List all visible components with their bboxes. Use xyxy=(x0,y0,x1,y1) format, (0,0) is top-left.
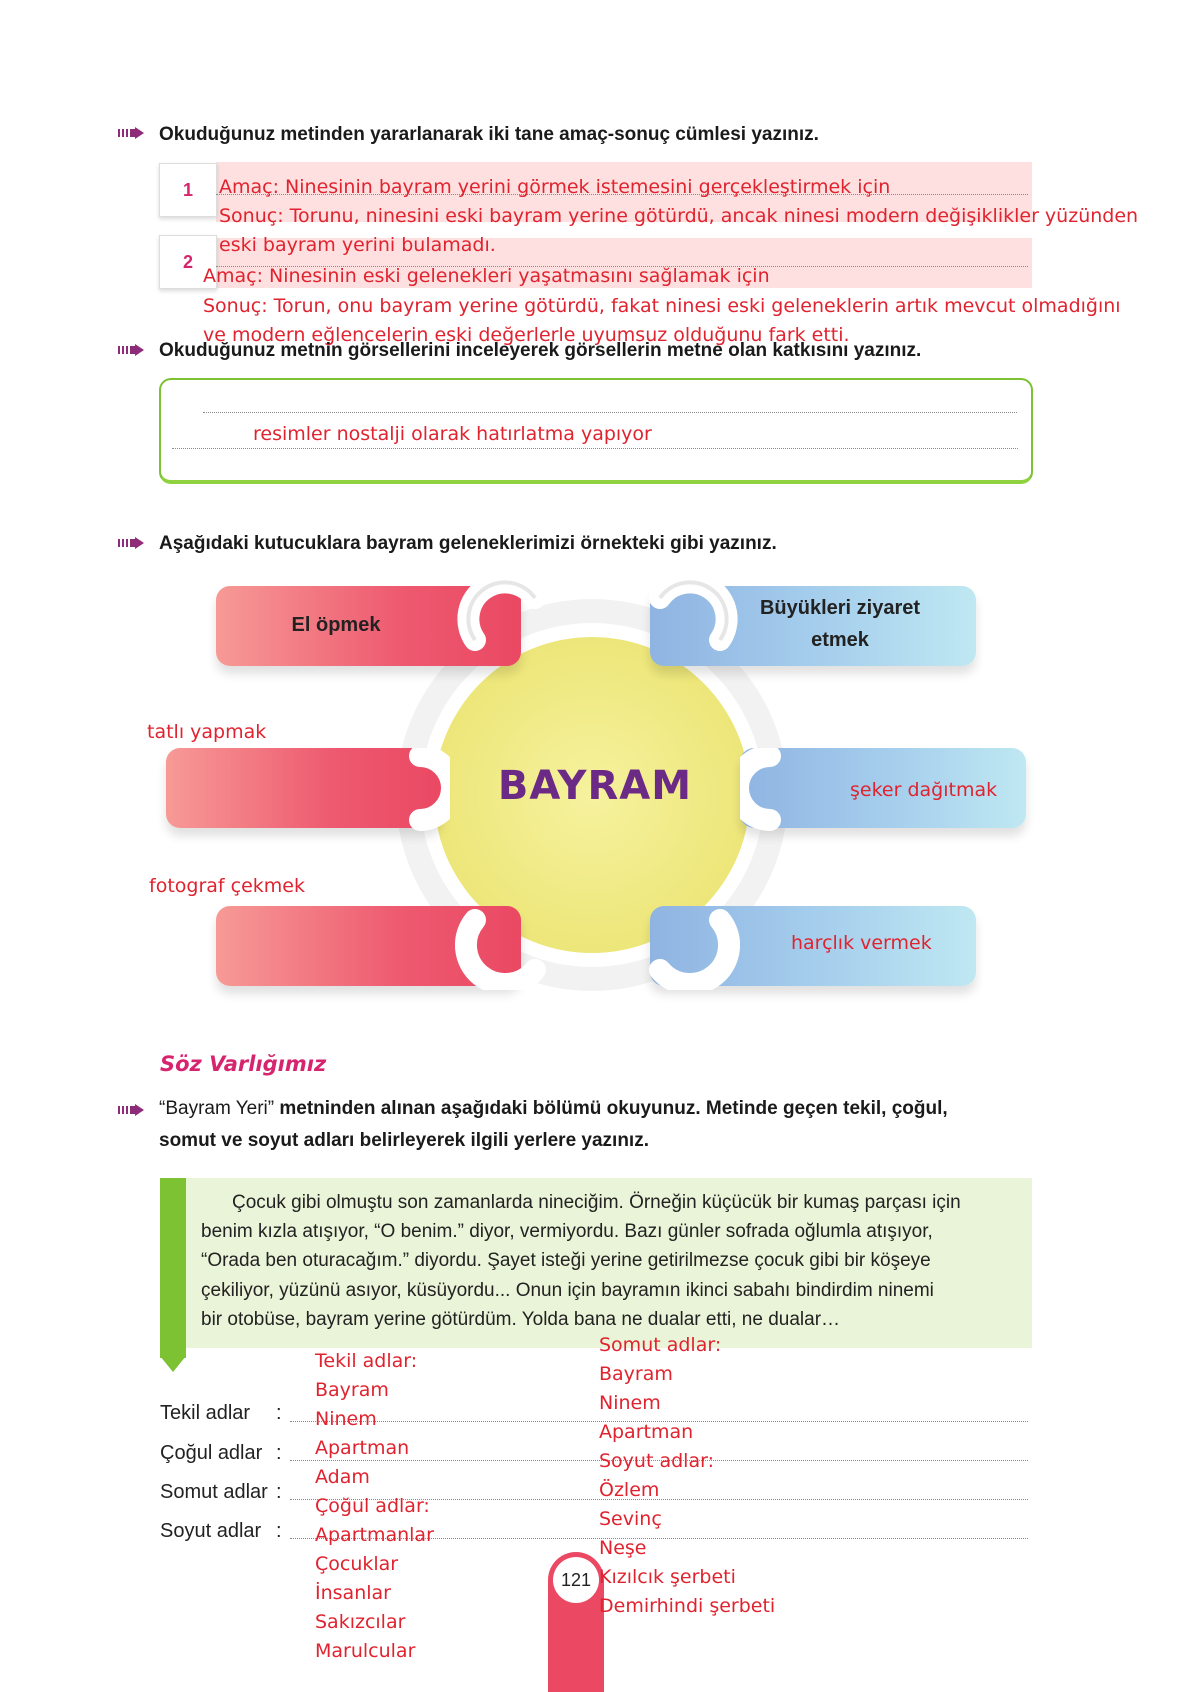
field-label-cogul: Çoğul adlar xyxy=(160,1442,263,1464)
connector-curl xyxy=(740,748,810,838)
number-tab-2: 2 xyxy=(159,235,217,289)
handwritten-list-item: Çoğul adlar: xyxy=(315,1495,430,1517)
arrow-icon xyxy=(118,344,144,356)
passage-line: çekiliyor, yüzünü asıyor, küsüyordu... Onun için bayramın ikinci sabahı bindirdim ninemi xyxy=(201,1280,934,1301)
handwritten-list-item: Bayram xyxy=(599,1363,673,1385)
handwritten-answer: ve modern eğlencelerin eski değerlerle uyumsuz olduğunu fark etti. xyxy=(203,324,850,346)
handwritten-answer: resimler nostalji olarak hatırlatma yapıyor xyxy=(253,423,652,445)
handwritten-answer: Amaç: Ninesinin eski gelenekleri yaşatmasını sağlamak için xyxy=(203,265,770,287)
handwritten-list-item: Marulcular xyxy=(315,1640,416,1662)
instruction-quote: “Bayram Yeri” xyxy=(159,1098,275,1119)
handwritten-list-item: Apartman xyxy=(315,1437,410,1459)
handwritten-list-item: Sevinç xyxy=(599,1508,662,1530)
handwritten-list-item: Ninem xyxy=(599,1392,661,1414)
connector-curl xyxy=(455,900,555,990)
section-title: Söz Varlığımız xyxy=(160,1052,327,1076)
handwritten-answer: tatlı yapmak xyxy=(147,721,267,743)
arrow-icon xyxy=(118,127,144,139)
handwritten-answer: Amaç: Ninesinin bayram yerini görmek istemesini gerçekleştirmek için xyxy=(219,176,891,198)
answer-line xyxy=(203,412,1017,413)
passage-line: “Orada ben oturacağım.” diyordu. Şayet isteği yerine getirilmezse çocuk gibi bir köşeye xyxy=(201,1250,931,1271)
handwritten-list-item: Özlem xyxy=(599,1479,660,1501)
q1-instruction: Okuduğunuz metinden yararlanarak iki tane amaç-sonuç cümlesi yazınız. xyxy=(159,124,819,145)
section-instruction-line1 xyxy=(159,1098,948,1120)
handwritten-answer: eski bayram yerini bulamadı. xyxy=(219,234,496,256)
box-label: El öpmek xyxy=(291,614,381,636)
box-label: Büyükleri ziyaret xyxy=(759,597,921,619)
handwritten-list-item: Apartman xyxy=(599,1421,694,1443)
handwritten-list-item: Tekil adlar: xyxy=(315,1350,418,1372)
connector-curl xyxy=(640,900,740,990)
handwritten-list-item: Sakızcılar xyxy=(315,1611,406,1633)
handwritten-list-item: Soyut adlar: xyxy=(599,1450,714,1472)
connector-curl xyxy=(455,580,555,670)
answer-line xyxy=(172,448,1018,449)
arrow-icon xyxy=(118,537,144,549)
number-tab-1: 1 xyxy=(159,163,217,217)
connector-curl xyxy=(380,748,450,838)
handwritten-list-item: Apartmanlar xyxy=(315,1524,434,1546)
box-label: etmek xyxy=(811,629,869,651)
arrow-icon xyxy=(118,1104,144,1116)
passage-accent xyxy=(160,1178,186,1358)
instruction-text: metninden alınan aşağıdaki bölümü okuyunuz. Metinde geçen tekil, çoğul, xyxy=(274,1098,948,1119)
field-colon: : xyxy=(276,1520,282,1542)
handwritten-list-item: Adam xyxy=(315,1466,370,1488)
passage-line: benim kızla atışıyor, “O benim.” diyor, vermiyordu. Bazı günler sofrada oğlumla atışıyor, xyxy=(201,1221,933,1242)
field-colon: : xyxy=(276,1442,282,1464)
page-number: 121 xyxy=(553,1557,599,1603)
passage-accent-tip xyxy=(160,1356,186,1372)
handwritten-list-item: Bayram xyxy=(315,1379,389,1401)
q3-instruction: Aşağıdaki kutucuklara bayram geleneklerimizi örnekteki gibi yazınız. xyxy=(159,533,777,554)
passage-line: Çocuk gibi olmuştu son zamanlarda nineciğim. Örneğin küçücük bir kumaş parçası için xyxy=(232,1192,961,1213)
handwritten-answer: Sonuç: Torun, onu bayram yerine götürdü, fakat ninesi eski geleneklerin artık mevcut olmadığını xyxy=(203,295,1121,317)
handwritten-list-item: Somut adlar: xyxy=(599,1334,722,1356)
handwritten-list-item: Çocuklar xyxy=(315,1553,399,1575)
passage-line: bir otobüse, bayram yerine götürdüm. Yolda bana ne dualar etti, ne dualar… xyxy=(201,1309,841,1330)
connector-curl xyxy=(640,580,740,670)
handwritten-answer: Sonuç: Torunu, ninesini eski bayram yerine götürdü, ancak ninesi modern değişiklikler yüzünden xyxy=(219,205,1139,227)
handwritten-list-item: Kızılcık şerbeti xyxy=(599,1566,736,1588)
center-label: BAYRAM xyxy=(497,763,693,809)
handwritten-list-item: Ninem xyxy=(315,1408,377,1430)
section-instruction-line2: somut ve soyut adları belirleyerek ilgili yerlere yazınız. xyxy=(159,1130,649,1151)
handwritten-list-item: Neşe xyxy=(599,1537,647,1559)
handwritten-answer: fotograf çekmek xyxy=(149,875,305,897)
handwritten-answer: şeker dağıtmak xyxy=(850,779,998,801)
handwritten-list-item: Demirhindi şerbeti xyxy=(599,1595,776,1617)
field-colon: : xyxy=(276,1402,282,1424)
handwritten-answer: harçlık vermek xyxy=(791,932,932,954)
handwritten-list-item: İnsanlar xyxy=(315,1582,391,1604)
q2-instruction: Okuduğunuz metnin görsellerini inceleyerek görsellerin metne olan katkısını yazınız. xyxy=(159,340,922,361)
field-label-tekil: Tekil adlar xyxy=(160,1402,251,1424)
field-colon: : xyxy=(276,1481,282,1503)
field-label-somut: Somut adlar xyxy=(160,1481,268,1503)
field-label-soyut: Soyut adlar xyxy=(160,1520,262,1542)
